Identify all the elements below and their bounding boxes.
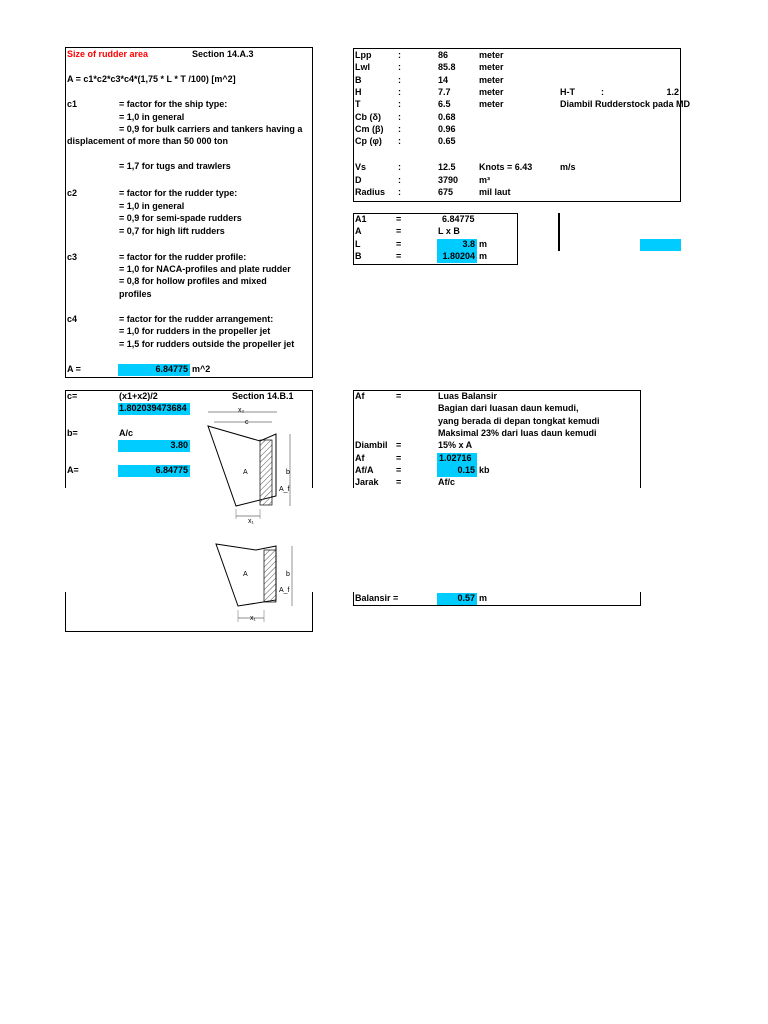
- ht-label: H-T: [560, 87, 575, 97]
- c2-label: c2: [67, 188, 78, 198]
- particular-unit: meter: [479, 87, 504, 97]
- balansir-value: 0.57: [457, 593, 475, 603]
- particular-label: B: [355, 75, 362, 85]
- c1-line: = factor for the ship type:: [119, 99, 228, 109]
- a-dim-formula: L x B: [438, 226, 460, 236]
- balansir-unit: m: [479, 593, 488, 603]
- empty-highlight-cell: [640, 239, 681, 251]
- a1-label: A1: [355, 214, 367, 224]
- jarak-label: Jarak: [355, 477, 379, 487]
- c2-line: = 0,7 for high lift rudders: [119, 226, 225, 236]
- a-dim-eq: =: [396, 226, 402, 236]
- c-value: 1.802039473684: [119, 403, 187, 413]
- jarak-eq: =: [396, 477, 402, 487]
- fig1-x1-label: x₁: [248, 518, 254, 525]
- particular-value: 6.5: [438, 99, 451, 109]
- c1-line: displacement of more than 50 000 ton: [67, 136, 229, 146]
- af2-label: Af: [355, 453, 365, 463]
- particular-label: D: [355, 175, 362, 185]
- afa-value: 0.15: [457, 465, 475, 475]
- fig2-af-label: A_f: [279, 587, 290, 594]
- particular-label: Lpp: [355, 50, 372, 60]
- particular-sep: :: [398, 99, 401, 109]
- af2-eq: =: [396, 453, 402, 463]
- particular-sep: :: [398, 175, 401, 185]
- particular-value: 14: [438, 75, 449, 85]
- fig1-a-label: A: [243, 469, 248, 476]
- diambil-label: Diambil: [355, 440, 388, 450]
- c4-line: = 1,5 for rudders outside the propeller jet: [119, 339, 295, 349]
- jarak-value: Af/c: [438, 477, 456, 487]
- section-ref: Section 14.A.3: [192, 49, 254, 59]
- a-dim-label: A: [355, 226, 362, 236]
- particular-label: Cp (φ): [355, 136, 382, 146]
- particular-value: 12.5: [438, 162, 456, 172]
- c1-label: c1: [67, 99, 78, 109]
- fig2-a-label: A: [243, 571, 248, 578]
- diambil-eq: =: [396, 440, 402, 450]
- particular-value: 675: [438, 187, 454, 197]
- balance-desc: yang berada di depan tongkat kemudi: [438, 416, 600, 426]
- particular-label: T: [355, 99, 361, 109]
- b-dim-eq: =: [396, 251, 402, 261]
- particular-unit: meter: [479, 75, 504, 85]
- b-value: 3.80: [170, 440, 188, 450]
- balansir-label: Balansir =: [355, 593, 399, 603]
- l-label: L: [355, 239, 361, 249]
- c3-line: profiles: [119, 289, 152, 299]
- fig1-af-label: A_f: [279, 486, 290, 493]
- a2-label: A=: [67, 465, 79, 475]
- particular-value: 7.7: [438, 87, 451, 97]
- particular-sep: :: [398, 112, 401, 122]
- l-unit: m: [479, 239, 488, 249]
- c3-line: = 1,0 for NACA-profiles and plate rudder: [119, 264, 291, 274]
- a1-eq: =: [396, 214, 402, 224]
- rudder-area-formula: A = c1*c2*c3*c4*(1,75 * L * T /100) [m^2]: [67, 74, 236, 84]
- particular-unit: meter: [479, 99, 504, 109]
- particular-value: 3790: [438, 175, 459, 185]
- c2-line: = 1,0 in general: [119, 201, 185, 211]
- rudder-figure-2: [206, 540, 302, 624]
- particular-value: 86: [438, 50, 449, 60]
- c-formula: (x1+x2)/2: [119, 391, 158, 401]
- particular-label: H: [355, 87, 362, 97]
- b-dim-unit: m: [479, 251, 488, 261]
- a2-value: 6.84775: [155, 465, 188, 475]
- afa-unit: kb: [479, 465, 490, 475]
- particular-unit: meter: [479, 50, 504, 60]
- fig1-x2-label: x₂: [238, 407, 245, 414]
- rudderstock-note: Diambil Rudderstock pada MD: [560, 99, 691, 109]
- af-label: Af: [355, 391, 365, 401]
- c4-line: = 1,0 for rudders in the propeller jet: [119, 326, 271, 336]
- particular-unit: Knots = 6.43: [479, 162, 533, 172]
- particular-value: 0.96: [438, 124, 456, 134]
- fig2-b-label: b: [286, 571, 290, 578]
- c1-line: = 0,9 for bulk carriers and tankers having a: [119, 124, 303, 134]
- c4-line: = factor for the rudder arrangement:: [119, 314, 274, 324]
- af2-value: 1.02716: [439, 453, 472, 463]
- particular-sep: :: [398, 87, 401, 97]
- c1-line: = 1,0 in general: [119, 112, 185, 122]
- c2-line: = factor for the rudder type:: [119, 188, 238, 198]
- particular-sep: :: [398, 62, 401, 72]
- particular-sep: :: [398, 136, 401, 146]
- particular-sep: :: [398, 75, 401, 85]
- ht-sep: :: [601, 87, 604, 97]
- particular-unit: mil laut: [479, 187, 511, 197]
- b-formula: A/c: [119, 428, 134, 438]
- particular-label: Lwl: [355, 62, 370, 72]
- l-value: 3.8: [462, 239, 475, 249]
- ht-value: 1.2: [666, 87, 679, 97]
- divider-line: [558, 213, 560, 251]
- particular-sep: :: [398, 124, 401, 134]
- balance-title: Luas Balansir: [438, 391, 498, 401]
- a-result-value: 6.84775: [155, 364, 188, 374]
- balance-desc: Bagian dari luasan daun kemudi,: [438, 403, 579, 413]
- section-ref-b: Section 14.B.1: [232, 391, 294, 401]
- af-eq: =: [396, 391, 402, 401]
- fig2-x1-label: x₁: [250, 615, 256, 622]
- particular-unit: meter: [479, 62, 504, 72]
- l-eq: =: [396, 239, 402, 249]
- a-result-unit: m^2: [192, 364, 211, 374]
- particular-label: Cm (β): [355, 124, 384, 134]
- c3-line: = 0,8 for hollow profiles and mixed: [119, 276, 267, 286]
- afa-label: Af/A: [355, 465, 374, 475]
- c3-label: c3: [67, 252, 78, 262]
- c4-label: c4: [67, 314, 78, 324]
- particular-label: Radius: [355, 187, 386, 197]
- diambil-value: 15% x A: [438, 440, 473, 450]
- particular-sep: :: [398, 162, 401, 172]
- particular-sep: :: [398, 187, 401, 197]
- b-dim-label: B: [355, 251, 362, 261]
- b-label: b=: [67, 428, 78, 438]
- particular-label: Cb (δ): [355, 112, 381, 122]
- rudder-figure-1: [206, 403, 302, 521]
- a1-value: 6.84775: [442, 214, 475, 224]
- c2-line: = 0,9 for semi-spade rudders: [119, 213, 242, 223]
- fig1-c-label: c: [245, 419, 249, 426]
- a-result-label: A =: [67, 364, 81, 374]
- c3-line: = factor for the rudder profile:: [119, 252, 247, 262]
- particular-unit: m³: [479, 175, 490, 185]
- particular-value: 85.8: [438, 62, 456, 72]
- particular-value: 0.65: [438, 136, 456, 146]
- vs-unit: m/s: [560, 162, 576, 172]
- b-dim-value: 1.80204: [442, 251, 475, 261]
- fig1-b-label: b: [286, 469, 290, 476]
- c1-line: = 1,7 for tugs and trawlers: [119, 161, 231, 171]
- particular-label: Vs: [355, 162, 367, 172]
- afa-eq: =: [396, 465, 402, 475]
- c-label: c=: [67, 391, 78, 401]
- particular-value: 0.68: [438, 112, 456, 122]
- particular-sep: :: [398, 50, 401, 60]
- balance-desc: Maksimal 23% dari luas daun kemudi: [438, 428, 597, 438]
- rudder-area-title: Size of rudder area: [67, 49, 149, 59]
